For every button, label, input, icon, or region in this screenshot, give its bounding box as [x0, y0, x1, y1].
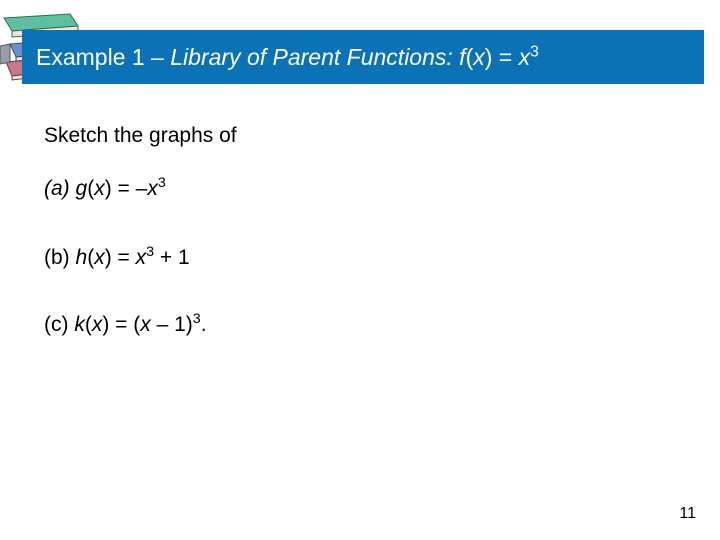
item-c-close: ) — [102, 313, 110, 336]
item-c-rhs-variable: x — [140, 313, 151, 336]
item-a-label: (a) — [44, 177, 76, 200]
item-b-rhs-variable: x — [135, 246, 147, 269]
item-b-variable: x — [94, 246, 105, 269]
item-b-function: h — [75, 246, 88, 269]
item-b — [44, 244, 190, 269]
item-a — [44, 175, 166, 200]
item-a-function: g — [75, 177, 88, 200]
title-rhs-exponent: 3 — [530, 42, 539, 60]
item-c-function: k — [74, 313, 85, 336]
item-b-close: ) — [104, 246, 112, 269]
item-a-exponent: 3 — [157, 175, 166, 192]
title-italic-text: Library of Parent Functions: — [170, 43, 460, 70]
title-function-variable: x — [473, 43, 485, 70]
item-b-open: ( — [87, 246, 95, 269]
title-equals: = — [492, 43, 519, 70]
slide-title-bar — [22, 30, 704, 84]
title-paren-close: ) — [484, 43, 493, 70]
title-function-name: f — [459, 43, 466, 70]
item-b-label: (b) — [44, 246, 76, 269]
item-c-variable: x — [91, 313, 103, 336]
page-number: 11 — [679, 505, 696, 522]
item-b-tail: + 1 — [154, 246, 190, 269]
item-c-open: ( — [84, 313, 92, 336]
title-paren-open: ( — [465, 43, 474, 70]
item-b-equals: = — [111, 246, 136, 269]
item-a-variable: x — [94, 177, 105, 200]
item-c-rhs-mid: – 1) — [150, 313, 193, 336]
item-a-close: ) — [104, 177, 112, 200]
item-c-equals: = ( — [109, 313, 141, 336]
item-a-equals: = – — [111, 177, 148, 200]
item-c-exponent: 3 — [192, 311, 201, 328]
item-a-open: ( — [87, 177, 95, 200]
item-c-label: (c) — [44, 313, 75, 336]
intro-text: Sketch the graphs of — [44, 124, 237, 147]
item-b-exponent: 3 — [146, 244, 155, 261]
item-c-tail: . — [200, 313, 207, 336]
title-prefix: Example 1 – — [36, 43, 171, 70]
item-c — [44, 311, 207, 336]
slide-title — [36, 42, 539, 70]
item-a-rhs-variable: x — [147, 177, 158, 200]
title-rhs-variable: x — [518, 43, 531, 70]
